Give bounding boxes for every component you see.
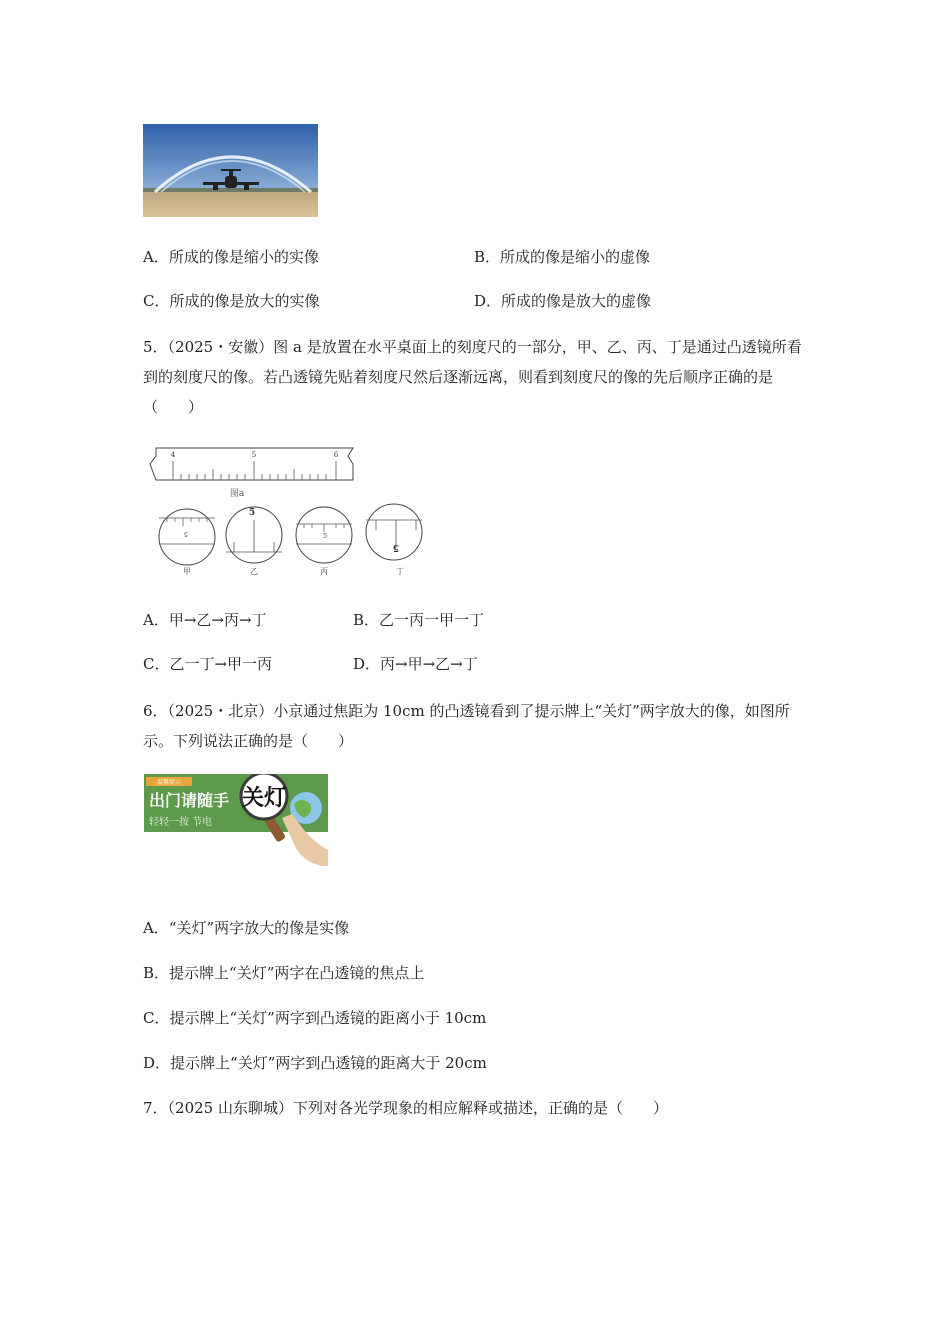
svg-text:5: 5	[392, 542, 400, 552]
lens-label-jia: 甲	[183, 567, 191, 576]
sign-line2: 轻轻一按 节电	[149, 817, 213, 828]
q5-ruler-lens-figure	[148, 444, 430, 579]
lens-ding	[366, 504, 422, 560]
q5-option-a: A．甲→乙→丙→丁	[143, 611, 267, 629]
lens-label-yi: 乙	[250, 567, 258, 576]
svg-text:5: 5	[248, 508, 256, 518]
q4-option-c: C．所成的像是放大的实像	[143, 292, 320, 310]
ruler-tick-5: 5	[251, 451, 257, 459]
ruler-diagram	[150, 448, 353, 480]
q5-option-b: B．乙一丙一甲一丁	[353, 611, 485, 629]
q6-option-b: B．提示牌上“关灯”两字在凸透镜的焦点上	[143, 964, 425, 982]
q4-airplane-water-salute-photo	[143, 124, 318, 217]
q4-option-b: B．所成的像是缩小的虚像	[474, 248, 651, 266]
svg-text:5: 5	[323, 533, 327, 540]
q7-stem: 7．（2025 山东聊城）下列对各光学现象的相应解释或描述，正确的是（ ）	[143, 1099, 668, 1117]
q5-option-d: D．丙→甲→乙→丁	[353, 655, 478, 673]
q6-option-c: C．提示牌上“关灯”两字到凸透镜的距离小于 10cm	[143, 1009, 487, 1027]
q5-option-c: C．乙一丁→甲一丙	[143, 655, 273, 673]
ruler-caption: 图a	[229, 489, 245, 499]
lens-label-ding: 丁	[396, 567, 404, 576]
sign-line1: 出门请随手	[149, 791, 230, 810]
q6-sign-magnifier-photo	[144, 774, 328, 872]
svg-text:5: 5	[184, 530, 188, 537]
magnified-text: 关灯	[241, 786, 287, 811]
q6-option-d: D．提示牌上“关灯”两字到凸透镜的距离大于 20cm	[143, 1054, 487, 1072]
sign-tag: 温馨提示	[156, 779, 182, 786]
lens-jia	[159, 509, 215, 565]
ruler-tick-4: 4	[170, 451, 176, 459]
q6-stem: 6．（2025・北京）小京通过焦距为 10cm 的凸透镜看到了提示牌上“关灯”两字放大的像，如图所示。下列说法正确的是（ ）	[143, 702, 790, 750]
lens-yi	[226, 507, 282, 563]
lens-label-bing: 丙	[320, 567, 328, 576]
lens-bing	[296, 507, 352, 563]
ruler-tick-6: 6	[333, 451, 339, 459]
q6-option-a: A．“关灯”两字放大的像是实像	[143, 919, 350, 937]
q5-stem: 5．（2025・安徽）图 a 是放置在水平桌面上的刻度尺的一部分，甲、乙、丙、丁是通过凸透镜所看到的刻度尺的像。若凸透镜先贴着刻度尺然后逐渐远离，则看到刻度尺的像的先后顺序正确的是（ ）	[143, 338, 802, 416]
q4-option-d: D．所成的像是放大的虚像	[474, 292, 652, 310]
q4-option-a: A．所成的像是缩小的实像	[143, 248, 319, 266]
